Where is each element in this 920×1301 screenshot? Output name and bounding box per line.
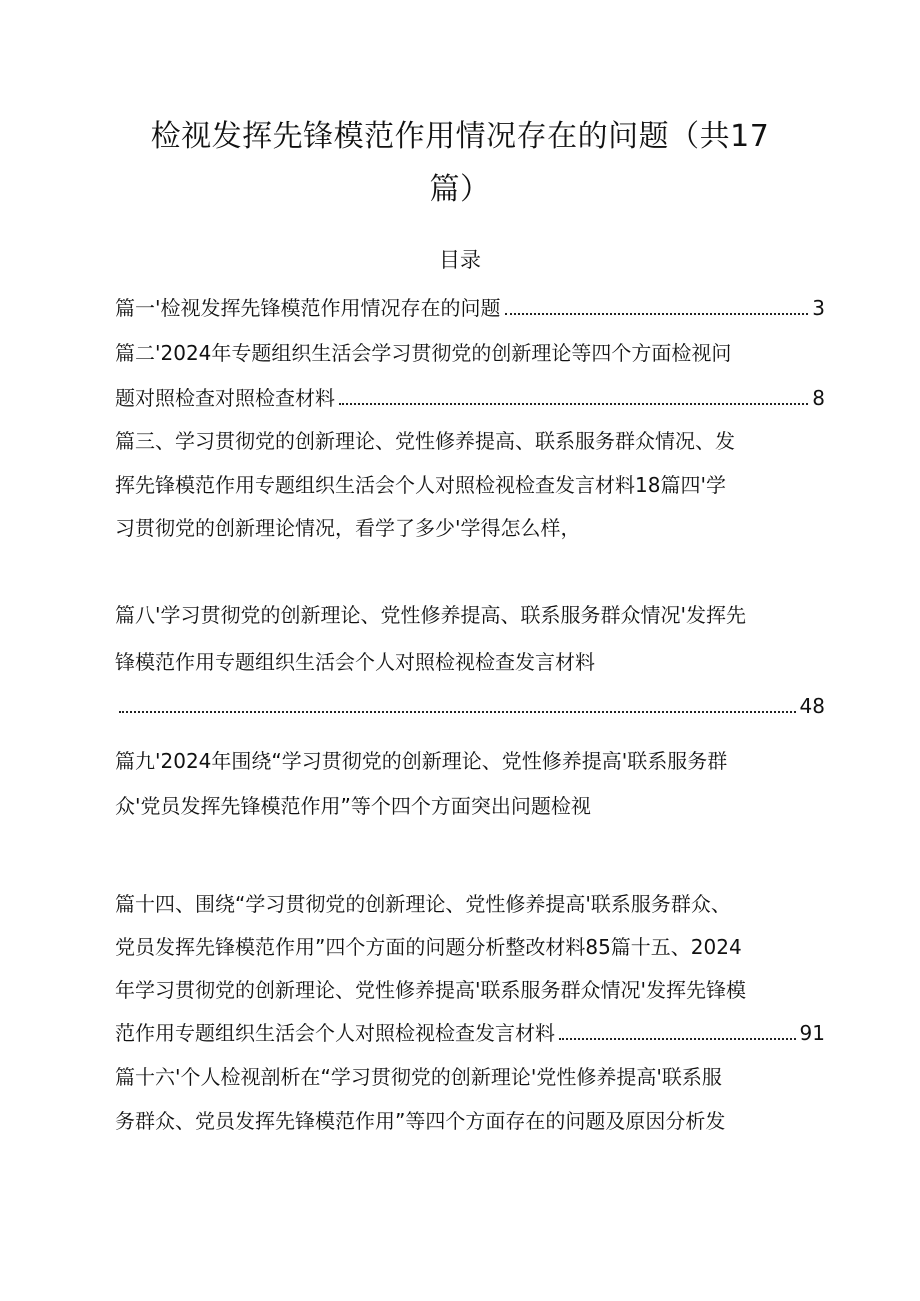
toc-entry-8-page: 48 (799, 694, 825, 718)
toc-line-text: 务群众、党员发挥先锋模范作用”等四个方面存在的问题及原因分析发 (115, 1109, 726, 1133)
dot-leader (119, 711, 796, 713)
toc-line-text: 篇八'学习贯彻党的创新理论、党性修养提高、联系服务群众情况'发挥先 (115, 603, 746, 627)
toc-entry-2-line-1[interactable] (115, 338, 825, 368)
toc-line-text: 众'党员发挥先锋模范作用”等个四个方面突出问题检视 (115, 794, 591, 818)
toc-entry-8-line-2[interactable] (115, 647, 825, 677)
toc-entry-16-line-1[interactable] (115, 1062, 825, 1092)
title-line-1: 检视发挥先锋模范作用情况存在的问题（共17 (150, 119, 770, 154)
toc-heading: 目录 (439, 248, 481, 272)
dot-leader (339, 403, 808, 405)
toc-entry-15-line-2[interactable] (115, 1018, 825, 1048)
toc-entry-15-page: 91 (799, 1021, 825, 1045)
toc-entry-1-text: 篇一'检视发挥先锋模范作用情况存在的问题 (115, 296, 501, 320)
toc-entry-16-line-2[interactable] (115, 1106, 825, 1136)
toc-entry-9-line-2[interactable] (115, 791, 825, 821)
toc-line-text: 挥先锋模范作用专题组织生活会个人对照检视检查发言材料18篇四'学 (115, 473, 726, 497)
toc-entry-3-line-2[interactable] (115, 470, 825, 500)
title-line-2: 篇） (429, 172, 491, 207)
toc-line-text: 年学习贯彻党的创新理论、党性修养提高'联系服务群众情况'发挥先锋模 (115, 978, 746, 1002)
dot-leader (505, 313, 809, 315)
document-title (110, 110, 810, 216)
toc-line-text: 锋模范作用专题组织生活会个人对照检视检查发言材料 (115, 650, 595, 674)
toc-line-text: 篇二'2024年专题组织生活会学习贯彻党的创新理论等四个方面检视问 (115, 341, 732, 365)
toc-entry-15-text: 范作用专题组织生活会个人对照检视检查发言材料 (115, 1021, 555, 1045)
toc-entry-14-line-1[interactable] (115, 889, 825, 919)
toc-line-text: 篇十四、围绕“学习贯彻党的创新理论、党性修养提高'联系服务群众、 (115, 892, 731, 916)
toc-entry-1-page: 3 (812, 296, 825, 320)
toc-line-text: 党员发挥先锋模范作用”四个方面的问题分析整改材料85篇十五、2024 (115, 935, 742, 959)
toc-entry-4-line-1[interactable] (115, 513, 825, 543)
toc-line-text: 篇九'2024年围绕“学习贯彻党的创新理论、党性修养提高'联系服务群 (115, 749, 728, 773)
toc-entry-14-line-2[interactable] (115, 932, 825, 962)
toc-entry-9-line-1[interactable] (115, 746, 825, 776)
toc-line-text: 篇十六'个人检视剖析在“学习贯彻党的创新理论'党性修养提高'联系服 (115, 1065, 722, 1089)
toc-entry-3-line-1[interactable] (115, 426, 825, 456)
toc-entry-2-text: 题对照检查对照检查材料 (115, 386, 335, 410)
dot-leader (559, 1038, 796, 1040)
toc-line-text: 篇三、学习贯彻党的创新理论、党性修养提高、联系服务群众情况、发 (115, 429, 735, 453)
toc-entry-8-line-1[interactable] (115, 600, 825, 630)
toc-entry-8-line-3[interactable] (115, 691, 825, 721)
toc-entry-1[interactable] (115, 293, 825, 323)
toc-entry-2-line-2[interactable] (115, 383, 825, 413)
toc-entry-15-line-1[interactable] (115, 975, 825, 1005)
toc-entry-2-page: 8 (812, 386, 825, 410)
toc-line-text: 习贯彻党的创新理论情况，看学了多少'学得怎么样， (115, 516, 581, 540)
